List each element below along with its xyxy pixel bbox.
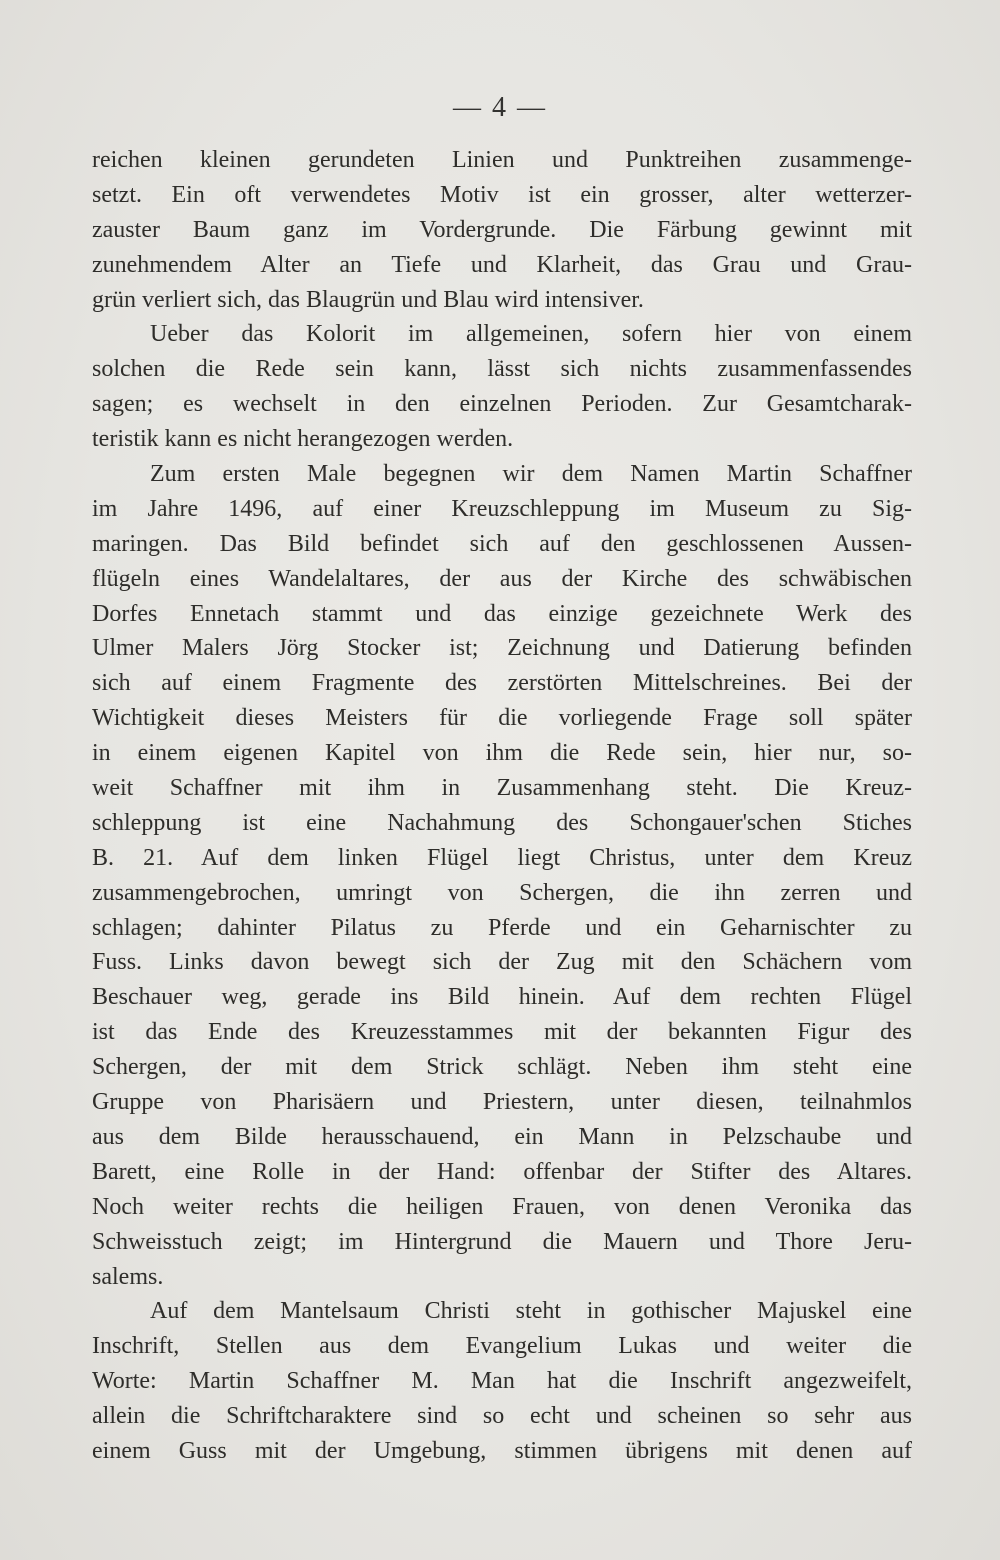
paragraph (92, 143, 912, 317)
text-line: B. 21. Auf dem linken Flügel liegt Christus, unter dem Kreuz (92, 844, 912, 871)
text-line: in einem eigenen Kapitel von ihm die Rede sein, hier nur, so- (92, 740, 912, 767)
paragraph (92, 1294, 912, 1468)
body-text (92, 143, 912, 1469)
text-line: schlagen; dahinter Pilatus zu Pferde und ein Geharnischter zu (92, 914, 912, 941)
text-line: aus dem Bilde herausschauend, ein Mann in Pelzschaube und (92, 1123, 912, 1150)
text-line: teristik kann es nicht herangezogen werden. (92, 426, 514, 453)
text-line: Worte: Martin Schaffner M. Man hat die Inschrift angezweifelt, (92, 1368, 912, 1395)
text-line: sagen; es wechselt in den einzelnen Perioden. Zur Gesamtcharak- (92, 391, 912, 418)
text-line: zauster Baum ganz im Vordergrunde. Die Färbung gewinnt mit (92, 216, 912, 243)
text-line: allein die Schriftcharaktere sind so echt und scheinen so sehr aus (92, 1403, 912, 1430)
paragraph (92, 457, 912, 1294)
text-line: Inschrift, Stellen aus dem Evangelium Lukas und weiter die (92, 1333, 912, 1360)
text-line: Zum ersten Male begegnen wir dem Namen Martin Schaffner (150, 461, 912, 488)
text-line: Gruppe von Pharisäern und Priestern, unter diesen, teilnahmlos (92, 1089, 912, 1116)
text-line: Schergen, der mit dem Strick schlägt. Neben ihm steht eine (92, 1054, 912, 1081)
text-line: Auf dem Mantelsaum Christi steht in gothischer Majuskel eine (150, 1298, 912, 1325)
paragraph (92, 317, 912, 457)
text-line: im Jahre 1496, auf einer Kreuzschleppung im Museum zu Sig- (92, 495, 912, 522)
text-line: weit Schaffner mit ihm in Zusammenhang steht. Die Kreuz- (92, 775, 912, 802)
page-number: — 4 — (453, 92, 547, 123)
text-line: solchen die Rede sein kann, lässt sich nichts zusammenfassendes (92, 356, 912, 383)
text-line: Barett, eine Rolle in der Hand: offenbar der Stifter des Altares. (92, 1158, 912, 1185)
text-line: flügeln eines Wandelaltares, der aus der Kirche des schwäbischen (92, 565, 912, 592)
text-line: zunehmendem Alter an Tiefe und Klarheit, das Grau und Grau- (92, 251, 912, 278)
text-line: sich auf einem Fragmente des zerstörten Mittelschreines. Bei der (92, 670, 912, 697)
text-line: Noch weiter rechts die heiligen Frauen, von denen Veronika das (92, 1193, 912, 1220)
text-line: Wichtigkeit dieses Meisters für die vorliegende Frage soll später (92, 705, 912, 732)
text-line: reichen kleinen gerundeten Linien und Punktreihen zusammenge- (92, 147, 912, 173)
text-line: Ulmer Malers Jörg Stocker ist; Zeichnung und Datierung befinden (92, 635, 912, 662)
text-line: Dorfes Ennetach stammt und das einzige gezeichnete Werk des (92, 600, 912, 627)
text-line: setzt. Ein oft verwendetes Motiv ist ein grosser, alter wetterzer- (92, 181, 912, 208)
text-line: schleppung ist eine Nachahmung des Schongauer'schen Stiches (92, 809, 912, 836)
text-line: zusammengebrochen, umringt von Schergen, die ihn zerren und (92, 879, 912, 906)
text-line: salems. (92, 1263, 164, 1290)
text-line: Fuss. Links davon bewegt sich der Zug mit den Schächern vom (92, 949, 912, 976)
text-line: Ueber das Kolorit im allgemeinen, sofern hier von einem (150, 321, 912, 348)
text-line: maringen. Das Bild befindet sich auf den geschlossenen Aussen- (92, 530, 912, 557)
text-line: Beschauer weg, gerade ins Bild hinein. Auf dem rechten Flügel (92, 984, 912, 1011)
text-line: Schweisstuch zeigt; im Hintergrund die Mauern und Thore Jeru- (92, 1228, 912, 1255)
text-line: grün verliert sich, das Blaugrün und Blau wird intensiver. (92, 286, 644, 313)
text-line: ist das Ende des Kreuzesstammes mit der bekannten Figur des (92, 1019, 912, 1046)
text-line: einem Guss mit der Umgebung, stimmen übrigens mit denen auf (92, 1437, 912, 1464)
